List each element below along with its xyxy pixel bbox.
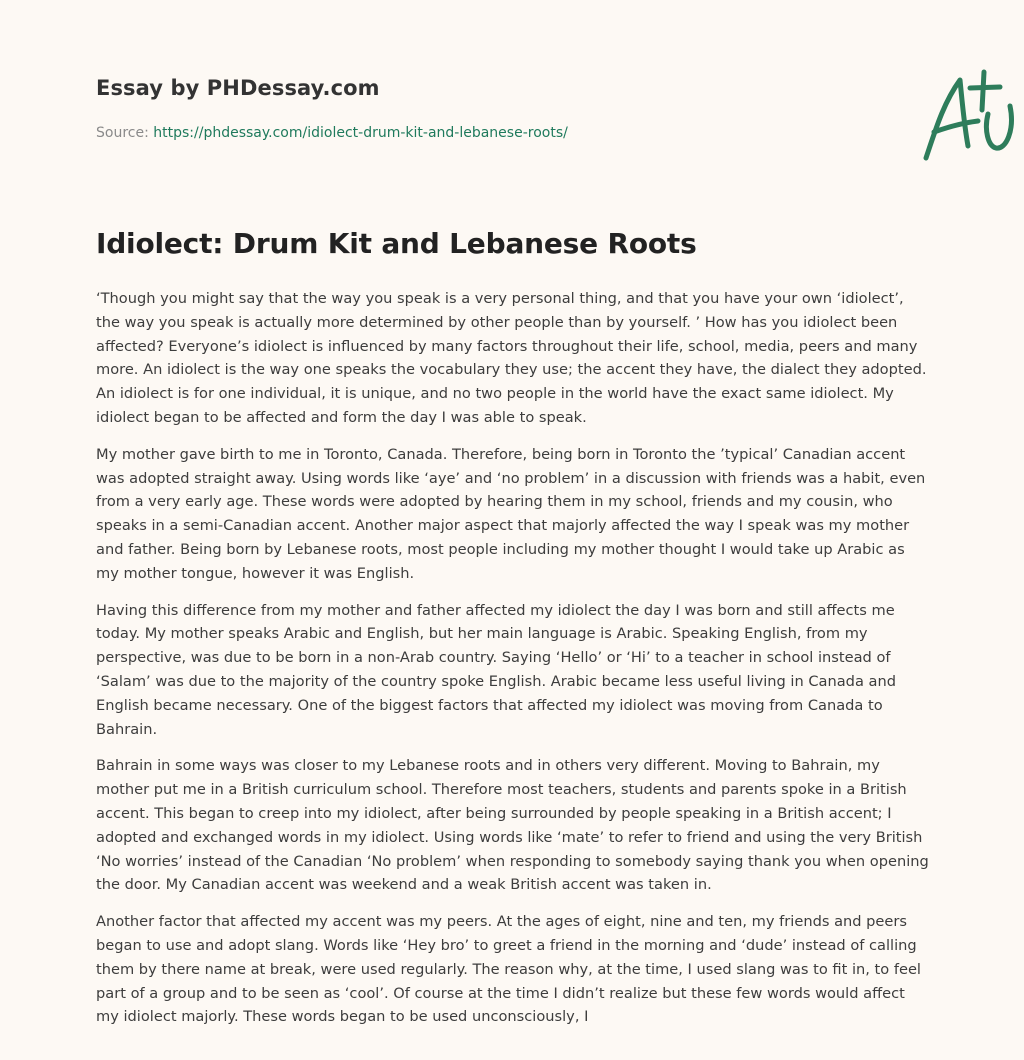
source-label: Source: <box>96 125 149 141</box>
essay-title: Idiolect: Drum Kit and Lebanese Roots <box>96 227 697 260</box>
essay-paragraph: Having this difference from my mother and father affected my idiolect the day I was born and still affects me today. My mother speaks Arabic and English, but her main language is Arabic. Speaking English, from my perspective, was due to be born in a non-Arab country. Saying ‘Hello’ or ‘Hi’ to a teacher in school instead of ‘Salam’ was due to the majority of the country spoke English. Arabic became less useful living in Canada and English became necessary. One of the biggest factors that affected my idiolect was moving from Canada to Bahrain. <box>96 601 896 738</box>
essay-body <box>96 287 930 1042</box>
a-plus-logo-icon <box>918 66 1024 166</box>
source-link[interactable]: https://phdessay.com/idiolect-drum-kit-and-lebanese-roots/ <box>153 125 568 141</box>
essay-paragraph: Bahrain in some ways was closer to my Lebanese roots and in others very different. Moving to Bahrain, my mother put me in a British curriculum school. Therefore most teachers, students and parents spoke in a British accent. This began to creep into my idiolect, after being surrounded by people speaking in a British accent; I adopted and exchanged words in my idiolect. Using words like ‘mate’ to refer to friend and using the very British ‘No worries’ instead of the Canadian ‘No problem’ when responding to somebody saying thank you when opening the door. My Canadian accent was weekend and a weak British accent was taken in. <box>96 757 929 894</box>
essay-paragraph: My mother gave birth to me in Toronto, Canada. Therefore, being born in Toronto the ’typical’ Canadian accent was adopted straight away. Using words like ‘aye’ and ‘no problem’ in a discussion with friends was a habit, even from a very early age. These words were adopted by hearing them in my school, friends and my cousin, who speaks in a semi-Canadian accent. Another major aspect that majorly affected the way I speak was my mother and father. Being born by Lebanese roots, most people including my mother thought I would take up Arabic as my mother tongue, however it was English. <box>96 445 926 582</box>
source-line <box>96 125 568 141</box>
brand-title: Essay by PHDessay.com <box>96 76 380 100</box>
essay-paragraph: Another factor that affected my accent was my peers. At the ages of eight, nine and ten, my friends and peers began to use and adopt slang. Words like ‘Hey bro’ to greet a friend in the morning and ‘dude’ instead of calling them by there name at break, were used regularly. The reason why, at the time, I used slang was to fit in, to feel part of a group and to be seen as ‘cool’. Of course at the time I didn’t realize but these few words would affect my idiolect majorly. These words began to be used unconsciously, I <box>96 913 921 1026</box>
essay-paragraph: ‘Though you might say that the way you speak is a very personal thing, and that you have your own ‘idiolect’, the way you speak is actually more determined by other people than by yourself. ’ How has you idiolect been affected? Everyone’s idiolect is influenced by many factors throughout their life, school, media, peers and many more. An idiolect is the way one speaks the vocabulary they use; the accent they have, the dialect they adopted. An idiolect is for one individual, it is unique, and no two people in the world have the exact same idiolect. My idiolect began to be affected and form the day I was able to speak. <box>96 290 927 426</box>
